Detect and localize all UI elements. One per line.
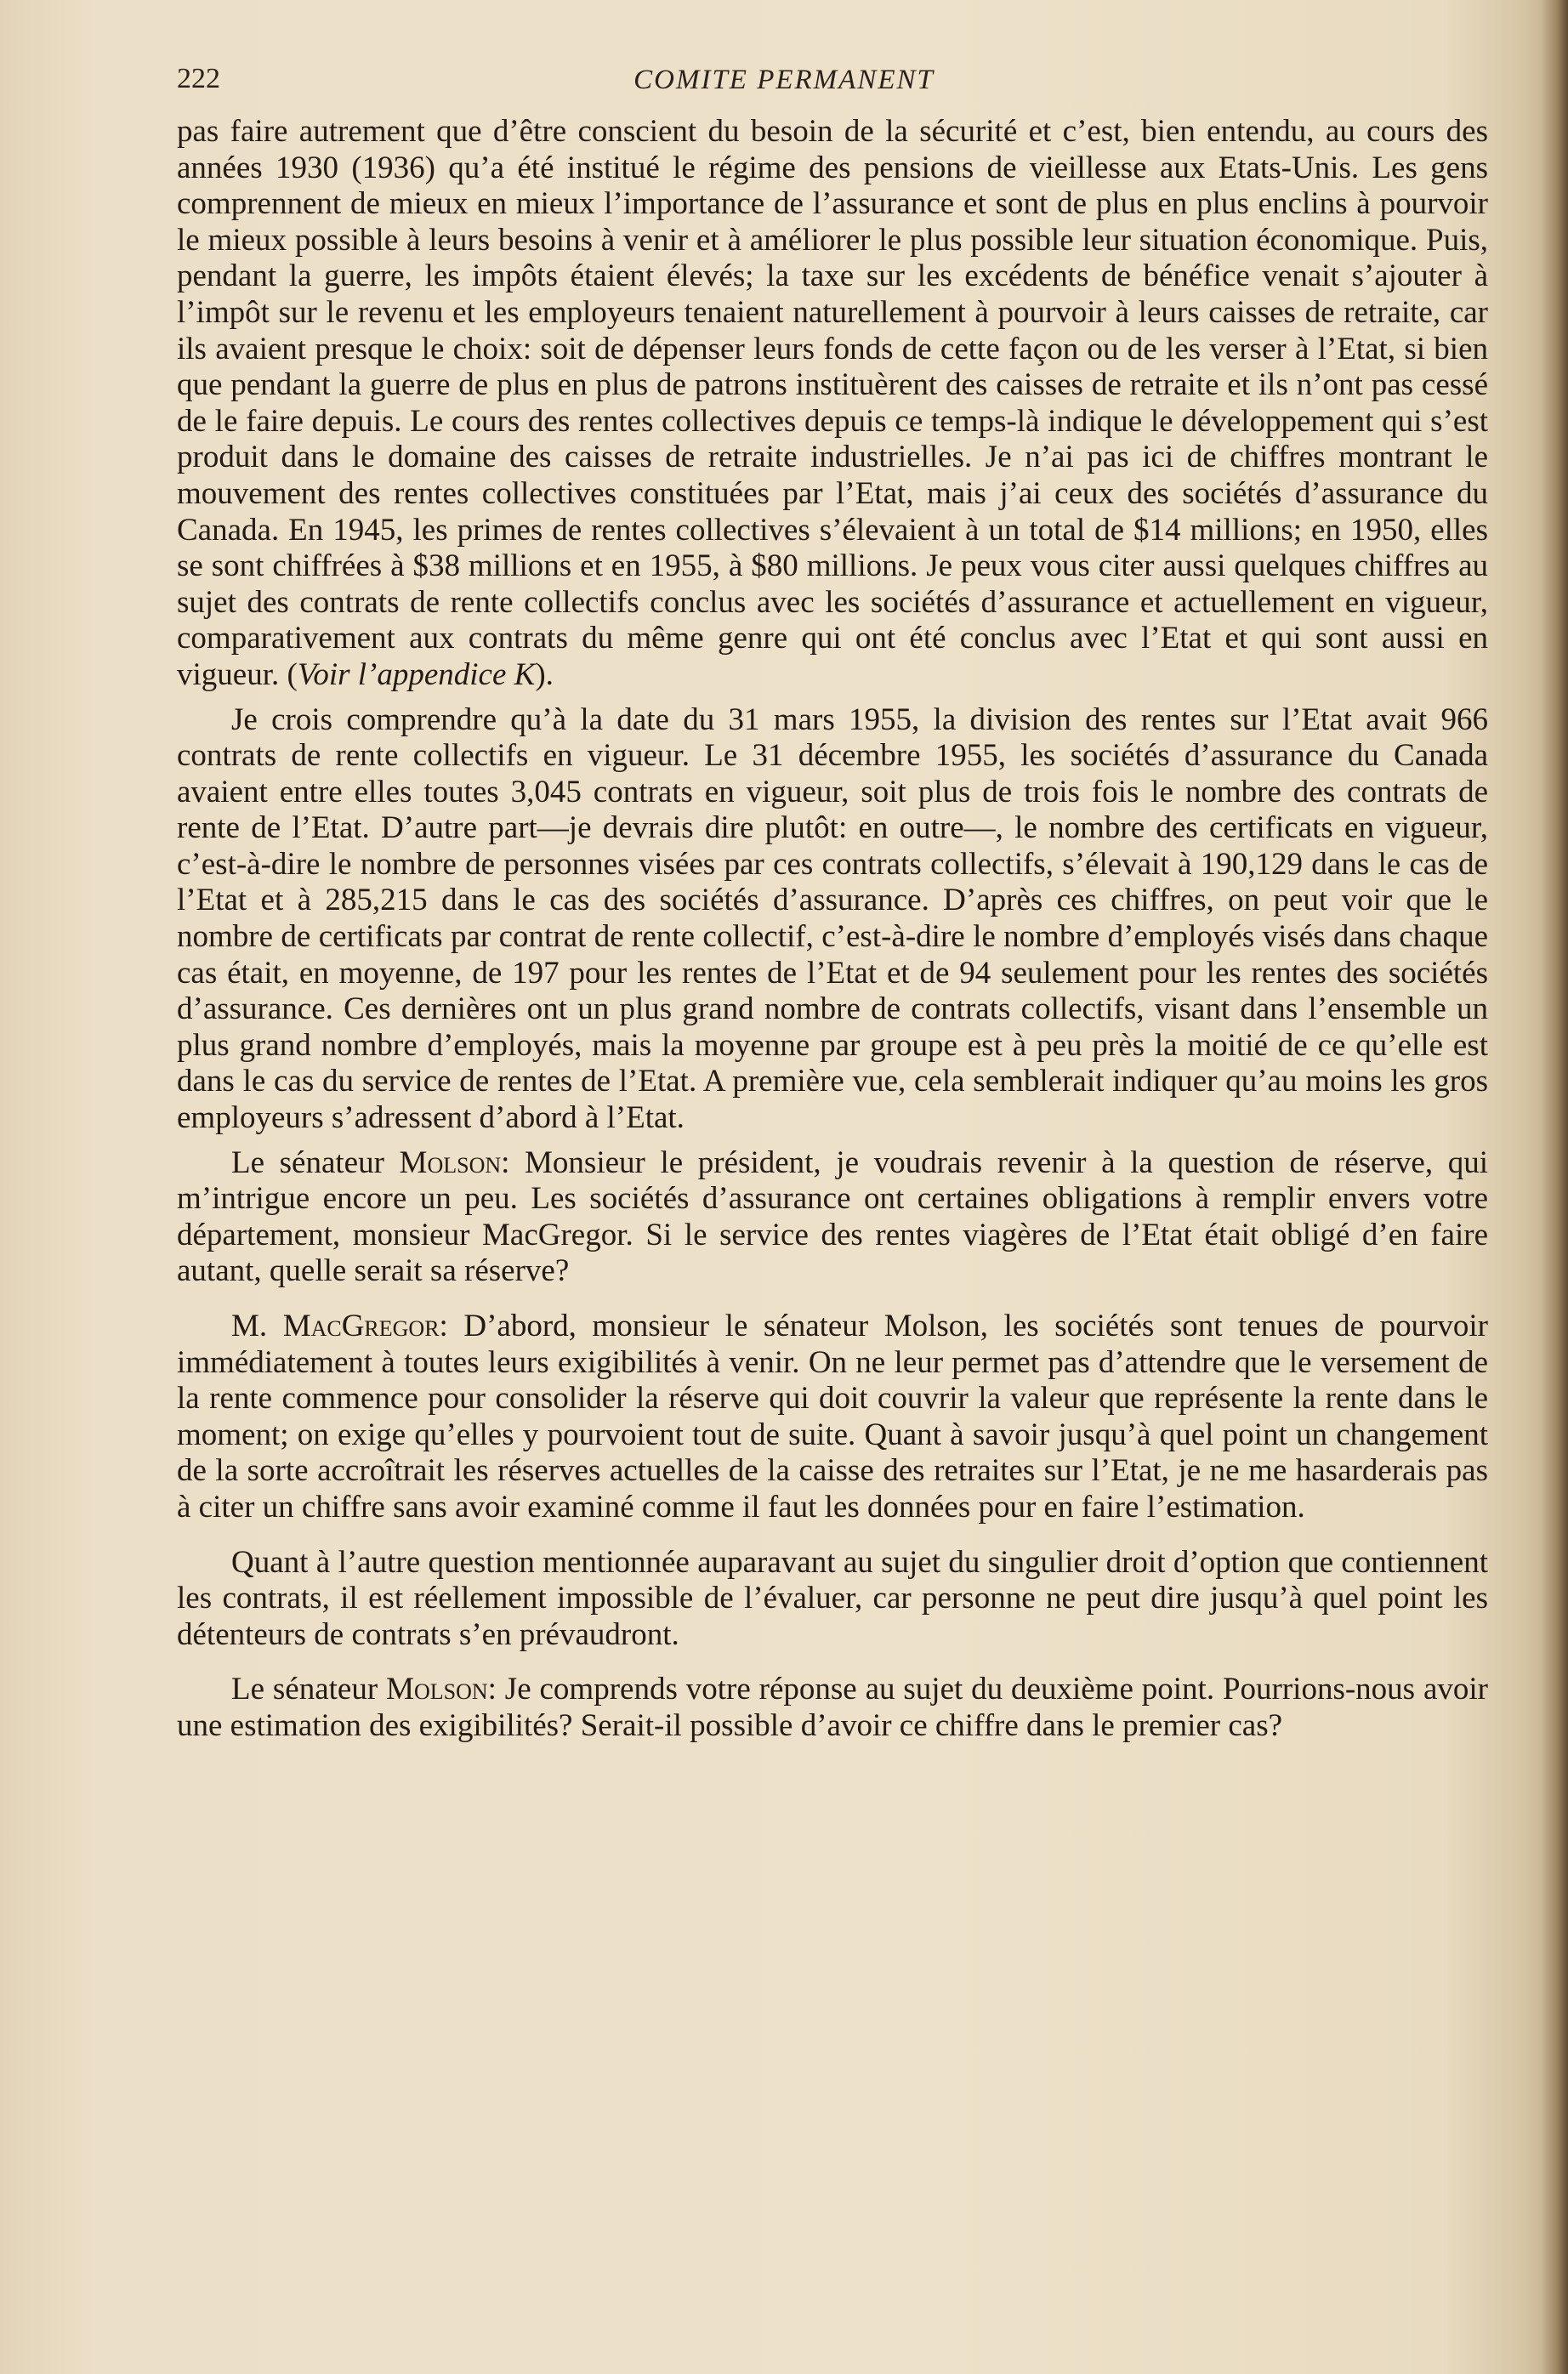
- paragraph-text: Quant à l’autre question mentionnée auparavant au sujet du singulier droit d’option que contiennent les contrats, il est réellement impossible de l’évaluer, car personne ne peut dire jusqu’à quel point les détenteurs de contrats s’en prévaudront.: [177, 1544, 1488, 1652]
- paragraph-text: Je crois comprendre qu’à la date du 31 mars 1955, la division des rentes sur l’Etat avait 966 contrats de rente collectifs en vigueur. Le 31 décembre 1955, les sociétés d’assurance du Canada avaient entre elles toutes 3,045 contrats en vigueur, soit plus de trois fois le nombre des contrats de rente de l’Etat. D’autre part—je devrais dire plutôt: en outre—, le nombre des certificats en vigueur, c’est-à-dire le nombre de personnes visées par ces contrats collectifs, s’élevait à 190,129 dans le cas de l’Etat et à 285,215 dans le cas des sociétés d’assurance. D’après ces chiffres, on peut voir que le nombre de certificats par contrat de rente collectif, c’est-à-dire le nombre d’employés visés dans chaque cas était, en moyenne, de 197 pour les rentes de l’Etat et de 94 seulement pour les rentes des sociétés d’assurance. Ces dernières ont un plus grand nombre de contrats collectifs, visant dans l’ensemble un plus grand nombre d’employés, mais la moyenne par groupe est à peu près la moitié de ce qu’elle est dans le cas du service de rentes de l’Etat. A première vue, cela semblerait indiquer qu’au moins les gros employeurs s’adressent d’abord à l’Etat.: [177, 701, 1488, 1136]
- speaker-name: MacGregor: [282, 1309, 440, 1343]
- running-head: COMITE PERMANENT: [633, 65, 935, 95]
- speech-text: : Je comprends votre réponse au sujet du deuxième point. Pourrions-nous avoir une estimation des exigibilités? Serait-il possible d’avoir ce chiffre dans le premier cas?: [177, 1672, 1488, 1743]
- speaker-prefix: Le sénateur: [231, 1144, 400, 1180]
- paragraph-statistics: [177, 702, 1488, 1137]
- page-number: 222: [177, 63, 220, 94]
- speech-molson-followup: [177, 1672, 1488, 1744]
- speaker-name: Molson: [399, 1144, 502, 1180]
- speech-text: : Monsieur le président, je voudrais revenir à la question de réserve, qui m’intrigue encore un peu. Les sociétés d’assurance ont certaines obligations à remplir envers votre département, monsieur MacGregor. Si le service des rentes viagères de l’Etat était obligé d’en faire autant, quelle serait sa réserve?: [177, 1144, 1488, 1289]
- paragraph-continuation: [177, 114, 1488, 694]
- paragraph-text: pas faire autrement que d’être conscient du besoin de la sécurité et c’est, bien entendu, au cours des années 1930 (1936) qu’a été institué le régime des pensions de vieillesse aux Etats-Unis. Les gens comprennent de mieux en mieux l’importance de l’assurance et sont de plus en plus enclins à pourvoir le mieux possible à leurs besoins à venir et à améliorer le plus possible leur situation économique. Puis, pendant la guerre, les impôts étaient élevés; la taxe sur les excédents de bénéfice venait s’ajouter à l’impôt sur le revenu et les employeurs tenaient naturellement à pourvoir à leurs caisses de retraite, car ils avaient presque le choix: soit de dépenser leurs fonds de cette façon ou de les verser à l’Etat, si bien que pendant la guerre de plus en plus de patrons instituèrent des caisses de retraite et ils n’ont pas cessé de le faire depuis. Le cours des rentes collectives depuis ce temps-là indique le développement qui s’est produit dans le domaine des caisses de retraite industrielles. Je n’ai pas ici de chiffres montrant le mouvement des rentes collectives constituées par l’Etat, mais j’ai ceux des sociétés d’assurance du Canada. En 1945, les primes de rentes collectives s’élevaient à un total de $14 millions; en 1950, elles se sont chiffrées à $38 millions et en 1955, à $80 millions. Je peux vous citer aussi quelques chiffres au sujet des contrats de rente collectifs conclus avec les sociétés d’assurance et actuellement en vigueur, comparativement aux contrats du même genre qui ont été conclus avec l’Etat et qui sont aussi en vigueur. (: [177, 114, 1488, 692]
- body-text: [177, 114, 1488, 1745]
- speaker-prefix: M.: [231, 1309, 283, 1343]
- speech-text: : D’abord, monsieur le sénateur Molson, les sociétés sont tenues de pourvoir immédiatement à toutes leurs exigibilités à venir. On ne leur permet pas d’attendre que le versement de la rente commence pour consolider la réserve qui doit couvrir la valeur que représente la rente dans le moment; on exige qu’elles y pourvoient tout de suite. Quant à savoir jusqu’à quel point un changement de la sorte accroîtrait les réserves actuelles de la caisse des retraites sur l’Etat, je ne me hasarderais pas à citer un chiffre sans avoir examiné comme il faut les données pour en faire l’estimation.: [177, 1309, 1488, 1525]
- page-binding-edge: [1541, 0, 1568, 2374]
- appendix-reference: Voir l’appendice K: [297, 656, 536, 692]
- paragraph-tail: ).: [535, 656, 554, 692]
- page-header: [0, 63, 1568, 105]
- speech-molson-question: [177, 1145, 1488, 1290]
- speaker-prefix: Le sénateur: [231, 1672, 387, 1707]
- speaker-name: Molson: [386, 1672, 488, 1707]
- speech-macgregor-answer: [177, 1309, 1488, 1526]
- paragraph-option-right: [177, 1545, 1488, 1654]
